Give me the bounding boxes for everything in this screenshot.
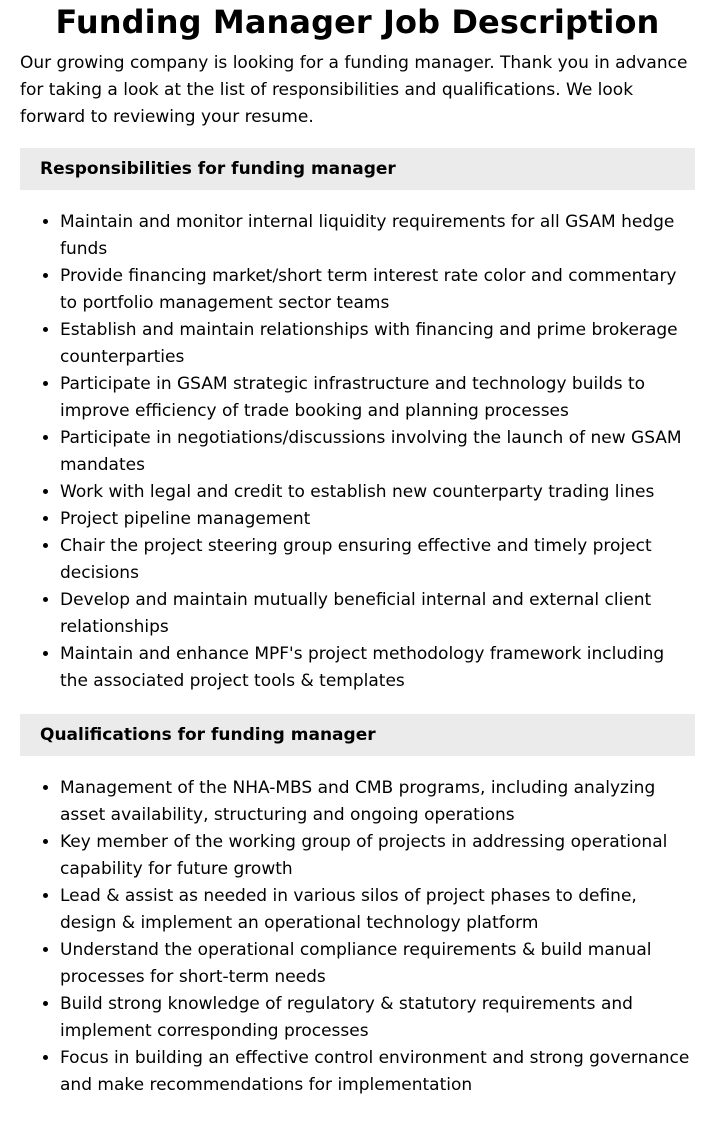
list-item: • Key member of the working group of projects in addressing operational capability for future growth xyxy=(60,829,695,883)
list-item: • Build strong knowledge of regulatory & statutory requirements and implement corresponding processes xyxy=(60,991,695,1045)
list-item: • Focus in building an effective control environment and strong governance and make recommendations for implementation xyxy=(60,1045,695,1099)
list-item: • Maintain and monitor internal liquidity requirements for all GSAM hedge funds xyxy=(60,209,695,263)
list-item: • Project pipeline management xyxy=(60,506,695,533)
responsibilities-heading: Responsibilities for funding manager xyxy=(20,148,695,190)
responsibilities-list xyxy=(20,209,695,695)
list-item: • Establish and maintain relationships with financing and prime brokerage counterparties xyxy=(60,317,695,371)
page-title: Funding Manager Job Description xyxy=(55,3,660,41)
list-item: • Participate in GSAM strategic infrastructure and technology builds to improve efficiency of trade booking and planning processes xyxy=(60,371,695,425)
intro-paragraph: Our growing company is looking for a funding manager. Thank you in advance for taking a look at the list of responsibilities and qualifications. We look forward to reviewing your resume. xyxy=(20,53,688,127)
list-item: • Participate in negotiations/discussions involving the launch of new GSAM mandates xyxy=(60,425,695,479)
qualifications-heading: Qualifications for funding manager xyxy=(20,714,695,756)
list-item: • Understand the operational compliance requirements & build manual processes for short-term needs xyxy=(60,937,695,991)
list-item: • Management of the NHA-MBS and CMB programs, including analyzing asset availability, structuring and ongoing operations xyxy=(60,775,695,829)
list-item: • Lead & assist as needed in various silos of project phases to define, design & implement an operational technology platform xyxy=(60,883,695,937)
list-item: • Work with legal and credit to establish new counterparty trading lines xyxy=(60,479,695,506)
list-item: • Develop and maintain mutually beneficial internal and external client relationships xyxy=(60,587,695,641)
list-item: • Chair the project steering group ensuring effective and timely project decisions xyxy=(60,533,695,587)
qualifications-list xyxy=(20,775,695,1099)
list-item: • Provide financing market/short term interest rate color and commentary to portfolio management sector teams xyxy=(60,263,695,317)
list-item: • Maintain and enhance MPF's project methodology framework including the associated project tools & templates xyxy=(60,641,695,695)
